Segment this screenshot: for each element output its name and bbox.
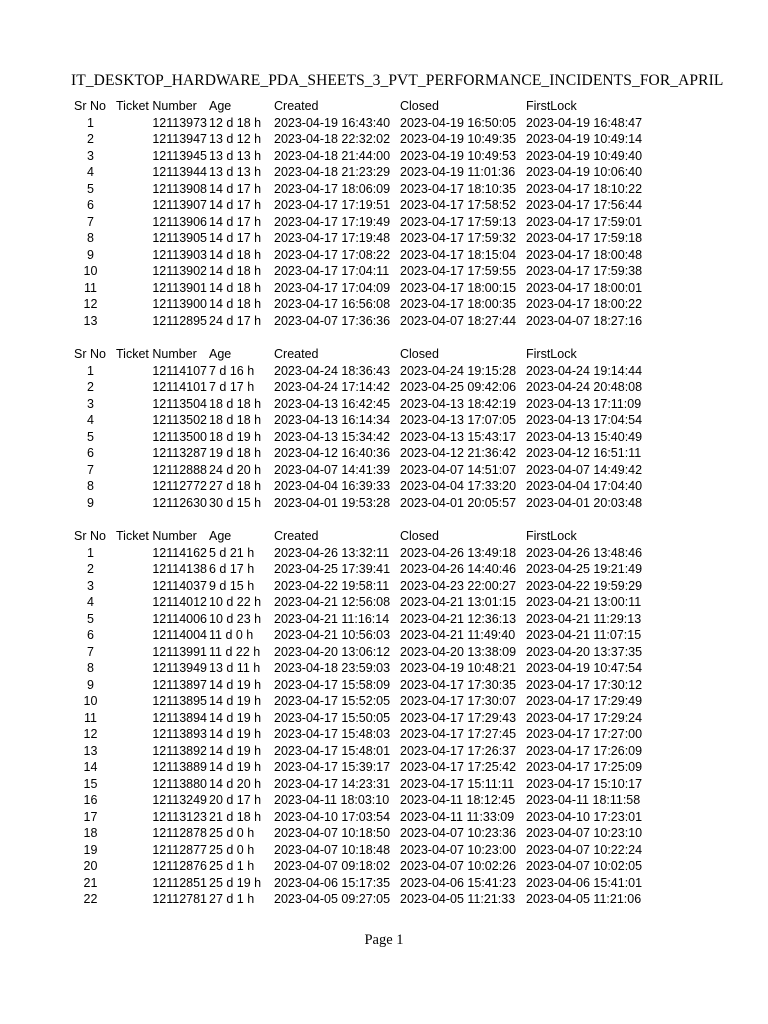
cell-first-lock: 2023-04-17 17:29:49 — [526, 694, 643, 708]
cell-created: 2023-04-17 17:19:48 — [274, 231, 391, 245]
cell-sr-no: 5 — [87, 429, 94, 444]
cell-closed: 2023-04-07 10:23:00 — [400, 842, 517, 857]
cell-age: 5 d 21 h — [209, 545, 255, 560]
cell-first-lock: 2023-04-17 17:59:18 — [526, 231, 643, 245]
cell-age: 14 d 17 h — [209, 181, 262, 196]
cell-first-lock: 2023-04-07 10:02:05 — [526, 859, 643, 873]
cell-sr-no: 13 — [83, 313, 98, 328]
cell-closed: 2023-04-17 17:29:43 — [400, 710, 517, 725]
cell-sr-no: 4 — [87, 413, 94, 427]
cell-first-lock: 2023-04-17 17:25:09 — [526, 760, 643, 774]
cell-ticket-number: 12114107 — [152, 363, 207, 378]
cell-sr-no: 22 — [83, 892, 98, 906]
cell-closed: 2023-04-25 09:42:06 — [400, 380, 517, 394]
cell-closed: 2023-04-17 18:00:15 — [400, 280, 517, 295]
cell-first-lock: 2023-04-07 10:23:10 — [526, 826, 643, 840]
cell-ticket-number: 12113894 — [152, 710, 207, 725]
header-sr-no: Sr No — [74, 99, 106, 113]
cell-created: 2023-04-13 16:42:45 — [274, 396, 391, 411]
cell-ticket-number: 12112876 — [152, 859, 207, 873]
cell-first-lock: 2023-04-19 10:06:40 — [526, 165, 643, 179]
cell-sr-no: 15 — [83, 776, 98, 791]
cell-ticket-number: 12113249 — [152, 793, 207, 807]
header-closed: Closed — [400, 529, 439, 543]
cell-closed: 2023-04-17 17:59:32 — [400, 231, 517, 245]
cell-age: 13 d 13 h — [209, 148, 262, 163]
cell-ticket-number: 12112895 — [152, 313, 207, 328]
cell-ticket-number: 12113893 — [152, 727, 207, 741]
cell-closed: 2023-04-17 17:25:42 — [400, 760, 517, 774]
cell-ticket-number: 12113947 — [152, 132, 207, 146]
cell-closed: 2023-04-17 17:59:55 — [400, 264, 517, 278]
cell-closed: 2023-04-06 15:41:23 — [400, 875, 517, 890]
cell-ticket-number: 12113897 — [152, 677, 207, 692]
cell-created: 2023-04-19 16:43:40 — [274, 115, 391, 130]
cell-first-lock: 2023-04-11 18:11:58 — [526, 793, 641, 807]
cell-first-lock: 2023-04-07 10:22:24 — [526, 842, 643, 857]
cell-first-lock: 2023-04-04 17:04:40 — [526, 479, 643, 493]
cell-age: 11 d 22 h — [209, 644, 261, 659]
cell-sr-no: 6 — [87, 198, 94, 212]
cell-created: 2023-04-18 21:23:29 — [274, 165, 391, 179]
cell-closed: 2023-04-17 17:59:13 — [400, 214, 517, 229]
header-closed: Closed — [400, 99, 439, 113]
cell-age: 18 d 19 h — [209, 429, 262, 444]
cell-first-lock: 2023-04-17 17:30:12 — [526, 677, 643, 692]
cell-created: 2023-04-17 14:23:31 — [274, 776, 391, 791]
cell-ticket-number: 12112888 — [152, 462, 207, 477]
cell-ticket-number: 12113973 — [152, 115, 207, 130]
cell-age: 12 d 18 h — [209, 115, 262, 130]
cell-sr-no: 11 — [84, 710, 97, 725]
cell-sr-no: 6 — [87, 628, 94, 642]
cell-ticket-number: 12113502 — [152, 413, 207, 427]
cell-age: 18 d 18 h — [209, 413, 262, 427]
cell-sr-no: 10 — [83, 694, 98, 708]
cell-ticket-number: 12113949 — [152, 661, 207, 675]
cell-closed: 2023-04-21 11:49:40 — [400, 628, 516, 642]
header-ticket-number: Ticket Number — [116, 347, 197, 361]
cell-created: 2023-04-17 17:08:22 — [274, 247, 391, 262]
cell-created: 2023-04-13 16:14:34 — [274, 413, 391, 427]
cell-age: 21 d 18 h — [209, 809, 262, 824]
cell-age: 13 d 13 h — [209, 165, 262, 179]
cell-first-lock: 2023-04-12 16:51:11 — [526, 446, 642, 460]
cell-closed: 2023-04-21 12:36:13 — [400, 611, 517, 626]
cell-created: 2023-04-13 15:34:42 — [274, 429, 391, 444]
cell-closed: 2023-04-05 11:21:33 — [400, 892, 516, 906]
cell-ticket-number: 12112630 — [152, 495, 207, 510]
cell-ticket-number: 12112772 — [152, 479, 207, 493]
cell-closed: 2023-04-11 18:12:45 — [400, 793, 516, 807]
cell-created: 2023-04-05 09:27:05 — [274, 892, 391, 906]
cell-created: 2023-04-25 17:39:41 — [274, 562, 391, 576]
header-sr-no: Sr No — [74, 529, 106, 543]
cell-age: 11 d 0 h — [209, 628, 254, 642]
cell-sr-no: 1 — [87, 545, 94, 560]
cell-sr-no: 6 — [87, 446, 94, 460]
cell-closed: 2023-04-13 15:43:17 — [400, 429, 517, 444]
cell-age: 13 d 12 h — [209, 132, 262, 146]
cell-ticket-number: 12113907 — [152, 198, 207, 212]
cell-created: 2023-04-24 18:36:43 — [274, 363, 391, 378]
cell-age: 14 d 19 h — [209, 727, 262, 741]
cell-closed: 2023-04-17 17:30:07 — [400, 694, 517, 708]
header-age: Age — [209, 529, 232, 543]
cell-sr-no: 12 — [83, 297, 98, 311]
header-created: Created — [274, 529, 319, 543]
cell-first-lock: 2023-04-01 20:03:48 — [526, 495, 643, 510]
cell-closed: 2023-04-23 22:00:27 — [400, 578, 517, 593]
cell-age: 14 d 20 h — [209, 776, 262, 791]
cell-created: 2023-04-17 17:04:11 — [274, 264, 390, 278]
cell-ticket-number: 12113944 — [152, 165, 207, 179]
cell-first-lock: 2023-04-06 15:41:01 — [526, 875, 643, 890]
cell-ticket-number: 12112781 — [152, 892, 207, 906]
cell-first-lock: 2023-04-17 17:59:38 — [526, 264, 643, 278]
cell-ticket-number: 12113900 — [152, 297, 207, 311]
cell-age: 20 d 17 h — [209, 793, 262, 807]
cell-ticket-number: 12112851 — [152, 875, 207, 890]
cell-first-lock: 2023-04-22 19:59:29 — [526, 578, 643, 593]
cell-age: 25 d 19 h — [209, 875, 262, 890]
cell-created: 2023-04-06 15:17:35 — [274, 875, 391, 890]
cell-first-lock: 2023-04-19 10:49:40 — [526, 148, 643, 163]
cell-age: 14 d 19 h — [209, 694, 262, 708]
cell-closed: 2023-04-21 13:01:15 — [400, 595, 517, 609]
cell-created: 2023-04-07 10:18:48 — [274, 842, 391, 857]
cell-created: 2023-04-17 15:39:17 — [274, 760, 391, 774]
cell-created: 2023-04-18 23:59:03 — [274, 661, 391, 675]
cell-ticket-number: 12113901 — [152, 280, 207, 295]
cell-first-lock: 2023-04-20 13:37:35 — [526, 644, 643, 659]
cell-age: 14 d 18 h — [209, 280, 262, 295]
cell-sr-no: 3 — [87, 148, 94, 163]
cell-closed: 2023-04-07 10:23:36 — [400, 826, 517, 840]
cell-closed: 2023-04-12 21:36:42 — [400, 446, 517, 460]
cell-first-lock: 2023-04-17 15:10:17 — [526, 776, 643, 791]
cell-created: 2023-04-17 18:06:09 — [274, 181, 391, 196]
cell-created: 2023-04-07 14:41:39 — [274, 462, 391, 477]
cell-age: 25 d 0 h — [209, 826, 255, 840]
cell-created: 2023-04-04 16:39:33 — [274, 479, 391, 493]
cell-sr-no: 5 — [87, 611, 94, 626]
header-first-lock: FirstLock — [526, 347, 577, 361]
cell-age: 14 d 17 h — [209, 214, 262, 229]
cell-sr-no: 4 — [87, 165, 94, 179]
cell-closed: 2023-04-17 18:10:35 — [400, 181, 517, 196]
cell-closed: 2023-04-13 17:07:05 — [400, 413, 517, 427]
cell-closed: 2023-04-17 15:11:11 — [400, 776, 515, 791]
cell-age: 10 d 23 h — [209, 611, 262, 626]
cell-sr-no: 3 — [87, 578, 94, 593]
header-ticket-number: Ticket Number — [116, 99, 197, 113]
cell-age: 6 d 17 h — [209, 562, 255, 576]
cell-sr-no: 5 — [87, 181, 94, 196]
cell-age: 14 d 18 h — [209, 264, 262, 278]
cell-created: 2023-04-01 19:53:28 — [274, 495, 391, 510]
cell-age: 19 d 18 h — [209, 446, 262, 460]
cell-created: 2023-04-12 16:40:36 — [274, 446, 391, 460]
cell-age: 27 d 1 h — [209, 892, 255, 906]
cell-ticket-number: 12113287 — [152, 446, 207, 460]
header-created: Created — [274, 99, 319, 113]
cell-closed: 2023-04-07 18:27:44 — [400, 313, 517, 328]
cell-created: 2023-04-17 15:48:03 — [274, 727, 391, 741]
cell-age: 24 d 17 h — [209, 313, 262, 328]
cell-age: 14 d 19 h — [209, 743, 262, 758]
header-sr-no: Sr No — [74, 347, 106, 361]
cell-created: 2023-04-10 17:03:54 — [274, 809, 391, 824]
cell-sr-no: 1 — [87, 115, 94, 130]
cell-sr-no: 8 — [87, 479, 94, 493]
cell-ticket-number: 12113902 — [152, 264, 207, 278]
cell-first-lock: 2023-04-17 17:59:01 — [526, 214, 643, 229]
cell-sr-no: 13 — [83, 743, 98, 758]
cell-age: 14 d 18 h — [209, 297, 262, 311]
header-age: Age — [209, 99, 232, 113]
cell-ticket-number: 12113905 — [152, 231, 207, 245]
cell-sr-no: 20 — [83, 859, 98, 873]
cell-first-lock: 2023-04-13 17:04:54 — [526, 413, 643, 427]
cell-closed: 2023-04-26 14:40:46 — [400, 562, 517, 576]
cell-sr-no: 9 — [87, 247, 94, 262]
cell-sr-no: 8 — [87, 661, 94, 675]
cell-age: 14 d 17 h — [209, 231, 262, 245]
cell-closed: 2023-04-07 14:51:07 — [400, 462, 517, 477]
cell-first-lock: 2023-04-13 17:11:09 — [526, 396, 642, 411]
cell-created: 2023-04-26 13:32:11 — [274, 545, 390, 560]
cell-age: 24 d 20 h — [209, 462, 262, 477]
cell-ticket-number: 12112877 — [152, 842, 207, 857]
cell-ticket-number: 12113908 — [152, 181, 207, 196]
cell-sr-no: 9 — [87, 677, 94, 692]
cell-created: 2023-04-22 19:58:11 — [274, 578, 390, 593]
cell-first-lock: 2023-04-19 10:47:54 — [526, 661, 643, 675]
cell-first-lock: 2023-04-05 11:21:06 — [526, 892, 642, 906]
cell-closed: 2023-04-19 16:50:05 — [400, 115, 517, 130]
cell-sr-no: 12 — [83, 727, 98, 741]
cell-ticket-number: 12114101 — [152, 380, 207, 394]
cell-sr-no: 18 — [83, 826, 98, 840]
cell-first-lock: 2023-04-07 14:49:42 — [526, 462, 643, 477]
cell-first-lock: 2023-04-17 18:00:22 — [526, 297, 643, 311]
cell-sr-no: 14 — [83, 760, 98, 774]
cell-first-lock: 2023-04-24 20:48:08 — [526, 380, 643, 394]
cell-ticket-number: 12114006 — [152, 611, 207, 626]
cell-first-lock: 2023-04-17 17:56:44 — [526, 198, 643, 212]
cell-first-lock: 2023-04-07 18:27:16 — [526, 313, 643, 328]
cell-created: 2023-04-17 17:19:49 — [274, 214, 391, 229]
cell-created: 2023-04-17 15:52:05 — [274, 694, 391, 708]
cell-closed: 2023-04-07 10:02:26 — [400, 859, 517, 873]
cell-sr-no: 7 — [87, 644, 94, 659]
cell-age: 27 d 18 h — [209, 479, 262, 493]
cell-ticket-number: 12113991 — [152, 644, 207, 659]
cell-sr-no: 2 — [87, 562, 94, 576]
cell-first-lock: 2023-04-19 10:49:14 — [526, 132, 643, 146]
cell-age: 14 d 19 h — [209, 677, 262, 692]
cell-age: 9 d 15 h — [209, 578, 255, 593]
cell-created: 2023-04-21 10:56:03 — [274, 628, 391, 642]
cell-age: 30 d 15 h — [209, 495, 262, 510]
cell-first-lock: 2023-04-13 15:40:49 — [526, 429, 643, 444]
cell-first-lock: 2023-04-10 17:23:01 — [526, 809, 643, 824]
cell-sr-no: 21 — [83, 875, 98, 890]
cell-created: 2023-04-07 10:18:50 — [274, 826, 391, 840]
cell-ticket-number: 12113945 — [152, 148, 207, 163]
page-title: IT_DESKTOP_HARDWARE_PDA_SHEETS_3_PVT_PERFORMANCE_INCIDENTS_FOR_APRIL — [71, 72, 724, 89]
cell-closed: 2023-04-19 10:48:21 — [400, 661, 517, 675]
cell-ticket-number: 12112878 — [152, 826, 207, 840]
cell-sr-no: 17 — [83, 809, 98, 824]
cell-age: 13 d 11 h — [209, 661, 261, 675]
cell-sr-no: 16 — [83, 793, 98, 807]
page-footer: Page 1 — [364, 932, 404, 948]
cell-closed: 2023-04-17 17:30:35 — [400, 677, 517, 692]
cell-sr-no: 3 — [87, 396, 94, 411]
cell-ticket-number: 12113903 — [152, 247, 207, 262]
cell-sr-no: 10 — [83, 264, 98, 278]
header-created: Created — [274, 347, 319, 361]
cell-age: 25 d 0 h — [209, 842, 255, 857]
cell-first-lock: 2023-04-17 18:00:48 — [526, 247, 643, 262]
cell-sr-no: 8 — [87, 231, 94, 245]
cell-age: 18 d 18 h — [209, 396, 262, 411]
cell-age: 14 d 19 h — [209, 710, 262, 725]
cell-first-lock: 2023-04-21 11:29:13 — [526, 611, 642, 626]
header-closed: Closed — [400, 347, 439, 361]
cell-sr-no: 7 — [87, 462, 94, 477]
cell-created: 2023-04-07 09:18:02 — [274, 859, 391, 873]
cell-sr-no: 1 — [87, 363, 94, 378]
cell-sr-no: 2 — [87, 132, 94, 146]
cell-age: 25 d 1 h — [209, 859, 255, 873]
cell-closed: 2023-04-19 11:01:36 — [400, 165, 516, 179]
cell-ticket-number: 12113504 — [152, 396, 207, 411]
cell-age: 14 d 18 h — [209, 247, 262, 262]
cell-created: 2023-04-18 22:32:02 — [274, 132, 391, 146]
cell-age: 7 d 16 h — [209, 363, 255, 378]
cell-ticket-number: 12114138 — [152, 562, 207, 576]
cell-closed: 2023-04-17 18:15:04 — [400, 247, 517, 262]
cell-closed: 2023-04-04 17:33:20 — [400, 479, 517, 493]
cell-closed: 2023-04-19 10:49:35 — [400, 132, 517, 146]
cell-sr-no: 7 — [87, 214, 94, 229]
cell-ticket-number: 12113906 — [152, 214, 207, 229]
cell-ticket-number: 12114162 — [152, 545, 207, 560]
cell-created: 2023-04-07 17:36:36 — [274, 313, 391, 328]
cell-closed: 2023-04-17 18:00:35 — [400, 297, 517, 311]
cell-first-lock: 2023-04-21 13:00:11 — [526, 595, 642, 609]
cell-age: 14 d 17 h — [209, 198, 262, 212]
cell-ticket-number: 12114012 — [152, 595, 207, 609]
cell-closed: 2023-04-19 10:49:53 — [400, 148, 517, 163]
cell-first-lock: 2023-04-25 19:21:49 — [526, 562, 643, 576]
cell-closed: 2023-04-26 13:49:18 — [400, 545, 517, 560]
cell-closed: 2023-04-17 17:26:37 — [400, 743, 517, 758]
cell-created: 2023-04-17 15:48:01 — [274, 743, 391, 758]
cell-first-lock: 2023-04-17 17:26:09 — [526, 743, 643, 758]
cell-age: 14 d 19 h — [209, 760, 262, 774]
cell-ticket-number: 12113895 — [152, 694, 207, 708]
cell-first-lock: 2023-04-21 11:07:15 — [526, 628, 642, 642]
cell-created: 2023-04-17 15:58:09 — [274, 677, 391, 692]
cell-ticket-number: 12114037 — [152, 578, 207, 593]
cell-created: 2023-04-17 15:50:05 — [274, 710, 391, 725]
cell-created: 2023-04-21 12:56:08 — [274, 595, 391, 609]
cell-closed: 2023-04-17 17:58:52 — [400, 198, 517, 212]
header-age: Age — [209, 347, 232, 361]
header-first-lock: FirstLock — [526, 529, 577, 543]
header-ticket-number: Ticket Number — [116, 529, 197, 543]
cell-created: 2023-04-17 16:56:08 — [274, 297, 391, 311]
cell-closed: 2023-04-24 19:15:28 — [400, 363, 517, 378]
cell-first-lock: 2023-04-17 18:10:22 — [526, 181, 643, 196]
cell-closed: 2023-04-17 17:27:45 — [400, 727, 517, 741]
header-first-lock: FirstLock — [526, 99, 577, 113]
cell-sr-no: 2 — [87, 380, 94, 394]
cell-age: 10 d 22 h — [209, 595, 262, 609]
cell-ticket-number: 12113892 — [152, 743, 207, 758]
cell-age: 7 d 17 h — [209, 380, 255, 394]
cell-closed: 2023-04-01 20:05:57 — [400, 495, 517, 510]
cell-first-lock: 2023-04-24 19:14:44 — [526, 363, 643, 378]
cell-first-lock: 2023-04-19 16:48:47 — [526, 115, 643, 130]
cell-created: 2023-04-17 17:04:09 — [274, 280, 391, 295]
cell-first-lock: 2023-04-17 17:29:24 — [526, 710, 643, 725]
cell-created: 2023-04-17 17:19:51 — [274, 198, 391, 212]
cell-closed: 2023-04-13 18:42:19 — [400, 396, 517, 411]
cell-created: 2023-04-11 18:03:10 — [274, 793, 390, 807]
cell-sr-no: 19 — [83, 842, 98, 857]
cell-created: 2023-04-24 17:14:42 — [274, 380, 391, 394]
cell-first-lock: 2023-04-17 17:27:00 — [526, 727, 643, 741]
cell-ticket-number: 12113123 — [152, 809, 207, 824]
cell-ticket-number: 12114004 — [152, 628, 207, 642]
cell-ticket-number: 12113880 — [152, 776, 207, 791]
cell-closed: 2023-04-20 13:38:09 — [400, 644, 517, 659]
cell-created: 2023-04-21 11:16:14 — [274, 611, 390, 626]
cell-created: 2023-04-20 13:06:12 — [274, 644, 391, 659]
cell-sr-no: 11 — [84, 280, 97, 295]
cell-ticket-number: 12113889 — [152, 760, 207, 774]
cell-first-lock: 2023-04-17 18:00:01 — [526, 280, 643, 295]
cell-first-lock: 2023-04-26 13:48:46 — [526, 545, 643, 560]
cell-ticket-number: 12113500 — [152, 429, 207, 444]
cell-created: 2023-04-18 21:44:00 — [274, 148, 391, 163]
cell-sr-no: 4 — [87, 595, 94, 609]
cell-sr-no: 9 — [87, 495, 94, 510]
cell-closed: 2023-04-11 11:33:09 — [400, 809, 515, 824]
